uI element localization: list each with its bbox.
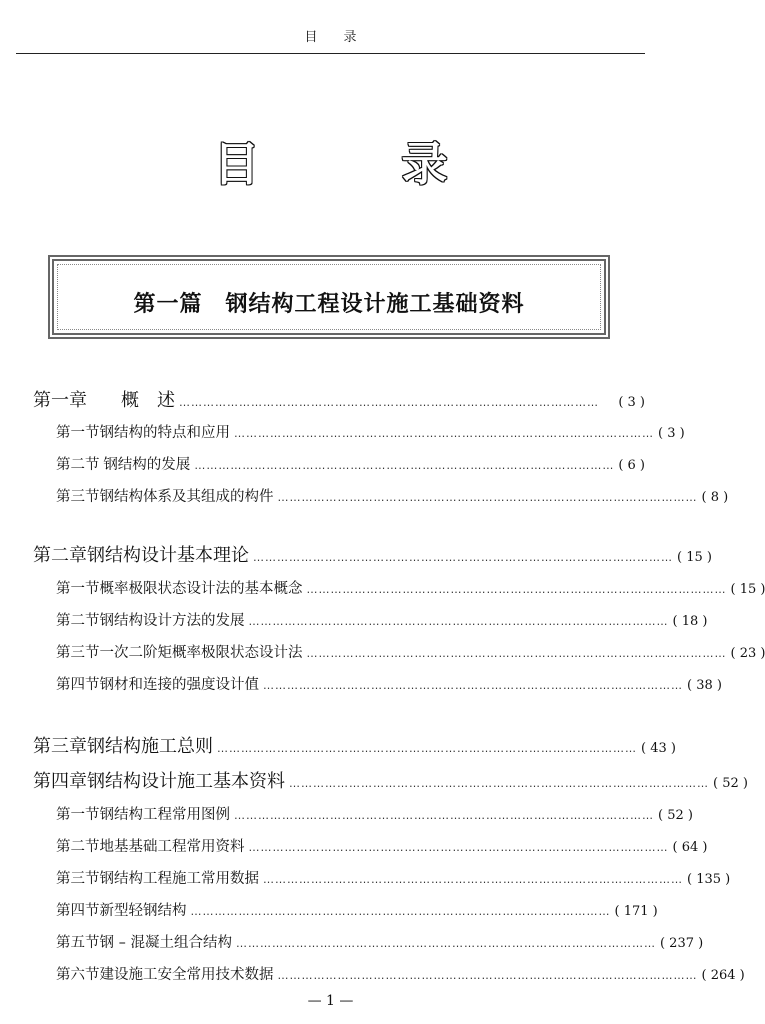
toc-number: 第二节	[56, 457, 100, 473]
toc-title: 概率极限状态设计法的基本概念	[99, 581, 303, 597]
toc-title: 建设施工安全常用技术数据	[99, 967, 274, 983]
toc-title: 钢结构的特点和应用	[99, 425, 230, 441]
toc-page: ( 52 )	[713, 776, 748, 791]
toc-page: ( 64 )	[672, 840, 708, 855]
toc-page: ( 43 )	[641, 741, 676, 756]
toc-leader: ……………………………………………………………………………………………	[248, 841, 669, 854]
toc-leader: ……………………………………………………………………………………………	[263, 679, 683, 692]
toc-section-1-2[interactable]	[56, 453, 645, 477]
toc-page: ( 6 )	[618, 458, 645, 473]
toc-leader: ……………………………………………………………………………………………	[234, 809, 654, 822]
toc-section-4-6[interactable]	[56, 963, 745, 987]
toc-page: ( 171 )	[614, 904, 658, 919]
toc-page: ( 264 )	[701, 968, 745, 983]
toc-title: 钢结构施工总则	[87, 736, 213, 757]
toc-title: 钢结构工程施工常用数据	[99, 871, 259, 887]
toc-title: 钢结构的发展	[103, 457, 191, 473]
toc-title: 地基基础工程常用资料	[99, 839, 245, 855]
toc-title: 钢结构工程常用图例	[99, 807, 230, 823]
toc-leader: ……………………………………………………………………………………………	[277, 491, 698, 504]
toc-title: 新型轻钢结构	[99, 903, 187, 919]
toc-page: ( 15 )	[730, 582, 765, 597]
toc-number: 第二章	[33, 545, 87, 566]
toc-number: 第一章	[33, 390, 87, 411]
toc-section-1-3[interactable]	[56, 485, 729, 509]
toc-number: 第四章	[33, 771, 87, 792]
toc-number: 第六节	[56, 967, 100, 983]
toc-number: 第四节	[56, 677, 100, 693]
toc-title: 钢结构设计施工基本资料	[87, 771, 285, 792]
toc-page: ( 8 )	[701, 490, 729, 505]
toc-number: 第一节	[56, 425, 100, 441]
toc-page: ( 18 )	[672, 614, 708, 629]
toc-section-2-2[interactable]	[56, 609, 708, 633]
toc-leader: ……………………………………………………………………………………………	[190, 905, 611, 918]
toc-title: 钢结构设计基本理论	[87, 545, 249, 566]
toc-number: 第三节	[56, 489, 100, 505]
toc-leader: ……………………………………………………………………………………………	[306, 647, 727, 660]
toc-title: 钢 – 混凝土组合结构	[99, 935, 232, 951]
toc-leader: ……………………………………………………………………………………………	[306, 583, 727, 596]
toc-leader: ……………………………………………………………………………………………	[263, 873, 683, 886]
toc-number: 第五节	[56, 935, 100, 951]
toc-leader: ……………………………………………………………………………………………	[194, 459, 615, 472]
toc-section-4-5[interactable]	[56, 931, 704, 955]
toc-number: 第三节	[56, 645, 100, 661]
toc-chapter-1[interactable]	[33, 386, 645, 410]
toc-number: 第三章	[33, 736, 87, 757]
toc-number: 第四节	[56, 903, 100, 919]
toc-page: ( 38 )	[687, 678, 722, 693]
toc-leader: ……………………………………………………………………………………………	[248, 615, 669, 628]
page-title	[0, 128, 661, 194]
toc-section-4-2[interactable]	[56, 835, 708, 859]
toc-chapter-4[interactable]	[33, 767, 748, 792]
page-title-char-1: 目	[213, 137, 260, 191]
page-number: — 1 —	[307, 993, 354, 1009]
running-header: 目 录	[304, 30, 357, 45]
toc-number: 第三节	[56, 871, 100, 887]
toc-title: 钢结构体系及其组成的构件	[99, 489, 274, 505]
page-title-char-2: 录	[401, 137, 448, 191]
toc-leader: ……………………………………………………………………………………………	[235, 937, 656, 950]
toc-leader: ……………………………………………………………………………………………	[253, 551, 673, 564]
toc-title: 一次二阶矩概率极限状态设计法	[99, 645, 303, 661]
toc-title: 概 述	[121, 390, 175, 411]
toc-section-4-1[interactable]	[56, 803, 693, 827]
toc-page: ( 15 )	[677, 550, 712, 565]
toc-leader: ……………………………………………………………………………………………	[277, 969, 698, 982]
toc-page: ( 3 )	[658, 426, 685, 441]
toc-leader: ……………………………………………………………………………………………	[217, 742, 637, 755]
toc-page: ( 3 )	[618, 395, 645, 410]
toc-title: 钢结构设计方法的发展	[99, 613, 245, 629]
toc-page: ( 23 )	[730, 646, 765, 661]
toc-number: 第一节	[56, 807, 100, 823]
toc-chapter-2[interactable]	[33, 541, 712, 566]
toc-title: 钢材和连接的强度设计值	[99, 677, 259, 693]
toc-number: 第二节	[56, 839, 100, 855]
toc-section-2-1[interactable]	[56, 577, 765, 601]
header-rule	[16, 53, 645, 54]
toc-number: 第二节	[56, 613, 100, 629]
part-banner	[48, 255, 610, 339]
toc-page: ( 52 )	[658, 808, 693, 823]
part-title: 第一篇 钢结构工程设计施工基础资料	[133, 292, 525, 317]
toc-section-1-1[interactable]	[56, 421, 685, 445]
toc-leader: ……………………………………………………………………………………………	[234, 427, 654, 440]
toc-section-2-4[interactable]	[56, 673, 722, 697]
toc-leader: ……………………………………………………………………………………………	[179, 396, 599, 409]
toc-page: ( 135 )	[687, 872, 731, 887]
toc-section-2-3[interactable]	[56, 641, 765, 665]
toc-section-4-4[interactable]	[56, 899, 658, 923]
toc-leader: ……………………………………………………………………………………………	[289, 777, 709, 790]
toc-number: 第一节	[56, 581, 100, 597]
toc-page: ( 237 )	[659, 936, 704, 951]
toc-section-4-3[interactable]	[56, 867, 731, 891]
toc-chapter-3[interactable]	[33, 732, 676, 757]
